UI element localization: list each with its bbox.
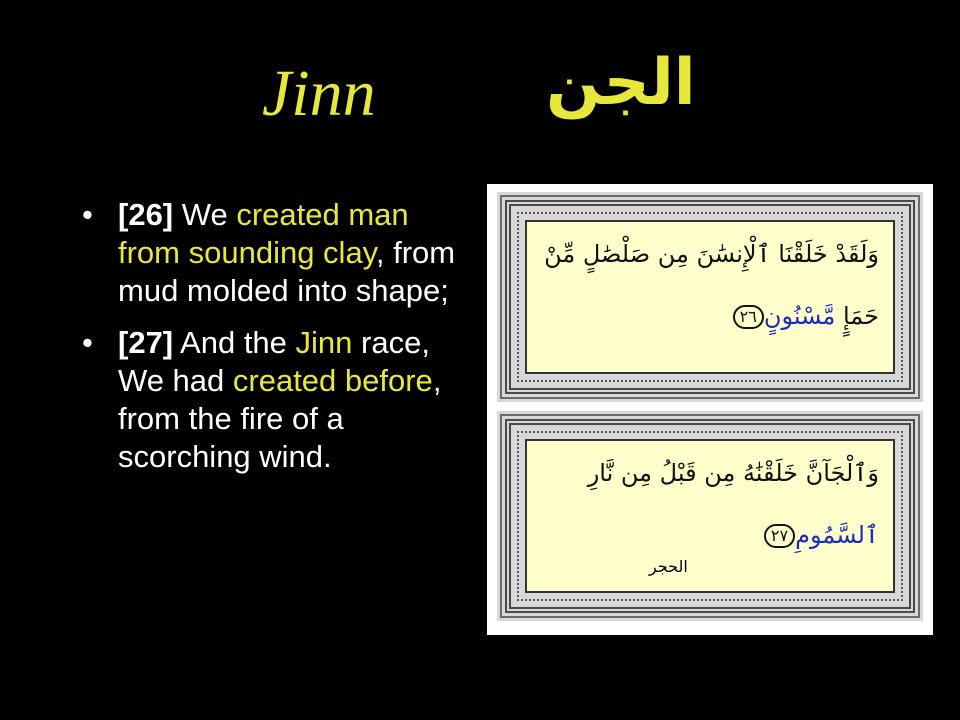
bullet-text-highlight: created before <box>232 363 433 398</box>
quran-verse-image <box>487 184 933 635</box>
verse-panel-26 <box>497 192 923 402</box>
bullet-verse-27 <box>82 324 462 476</box>
slide-title <box>0 46 960 146</box>
verse-number-badge: ٢٧ <box>764 524 795 548</box>
verse-26-line-2-blue: مَّسْنُونٍ <box>763 302 836 330</box>
verse-26-line-2-black: حَمَإٍ <box>835 302 879 330</box>
bullet-text-highlight: created man from sounding clay <box>118 197 409 270</box>
verse-27-line-2 <box>758 521 879 549</box>
bullet-list <box>82 196 462 490</box>
verse-27-text-area <box>525 439 895 593</box>
bullet-text-part: We <box>181 197 237 232</box>
bullet-verse-26 <box>82 196 462 310</box>
bullet-text-part: race, We had <box>118 325 430 398</box>
title-latin: Jinn <box>262 57 376 130</box>
verse-ref: [26] <box>118 197 174 232</box>
bullet-text-part: And the <box>180 325 296 360</box>
bullet-text-part: , from the fire of a scorching wind. <box>118 363 442 474</box>
verse-ref: [27] <box>118 325 174 360</box>
bullet-text-part: , from mud molded into shape; <box>118 235 456 308</box>
verse-26-text-area <box>525 220 895 374</box>
verse-27-line-1: وَٱلْجَآنَّ خَلَقْنَٰهُ مِن قَبْلُ مِن نَّارِ <box>587 459 879 487</box>
verse-26-line-2 <box>727 302 879 330</box>
bullet-dot-icon: • <box>82 325 93 360</box>
bullet-dot-icon: • <box>82 197 93 232</box>
verse-26-line-1: وَلَقَدْ خَلَقْنَا ٱلْإِنسَٰنَ مِن صَلْصَٰلٍ مِّنْ <box>544 240 879 268</box>
verse-panel-27 <box>497 411 923 621</box>
title-arabic: الجن <box>546 46 696 120</box>
verse-number-badge: ٢٦ <box>733 305 764 329</box>
surah-label: الحجر <box>649 557 688 576</box>
bullet-text-highlight: Jinn <box>295 325 353 360</box>
verse-27-line-2-blue: ٱلسَّمُومِ <box>795 521 879 549</box>
